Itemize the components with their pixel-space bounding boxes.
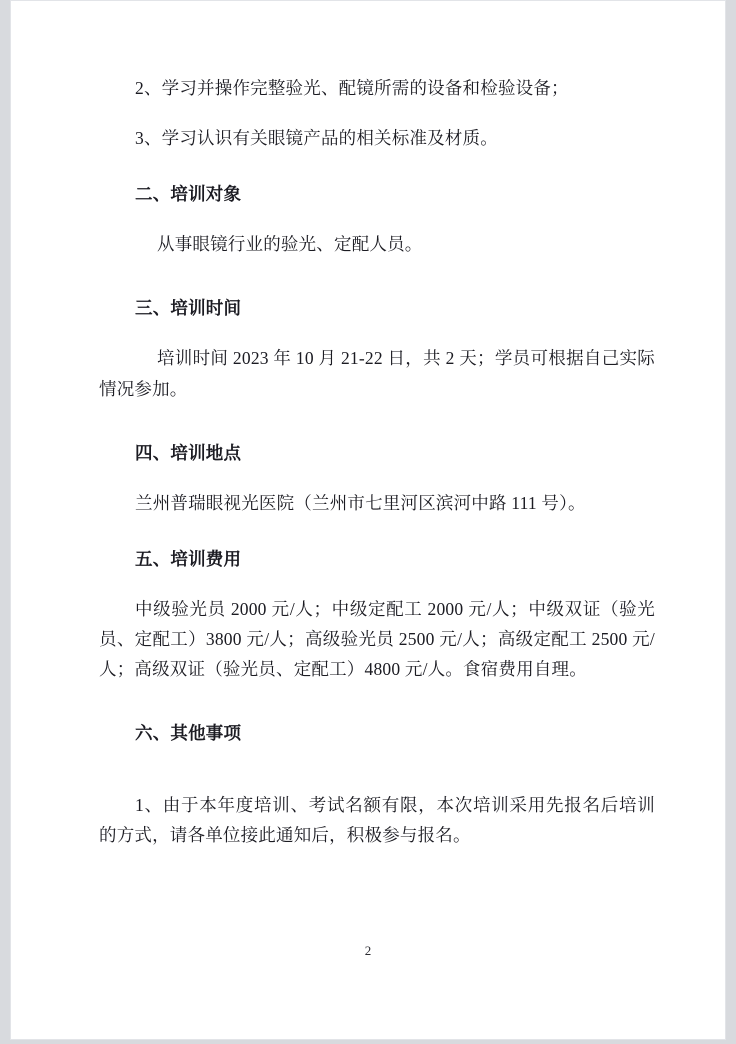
section-heading-2: 二、培训对象	[135, 184, 242, 205]
list-item: 3、学习认识有关眼镜产品的相关标准及材质。	[135, 128, 498, 149]
section-body-4: 兰州普瑞眼视光医院（兰州市七里河区滨河中路 111 号）。	[135, 492, 586, 513]
spacer	[99, 574, 655, 594]
section-heading-4: 四、培训地点	[135, 442, 242, 463]
section-heading-6: 六、其他事项	[135, 723, 242, 744]
document-page	[10, 0, 726, 1040]
section-body-6: 1、由于本年度培训、考试名额有限，本次培训采用先报名后培训的方式，请各单位接此通知后，积极参与报名。	[99, 795, 655, 846]
document-body	[99, 73, 655, 851]
spacer	[99, 209, 655, 229]
spacer	[99, 323, 655, 343]
spacer	[99, 518, 655, 544]
section-body-2: 从事眼镜行业的验光、定配人员。	[157, 234, 423, 255]
section-heading-3: 三、培训时间	[135, 298, 242, 319]
list-item: 2、学习并操作完整验光、配镜所需的设备和检验设备；	[135, 78, 569, 98]
spacer	[99, 153, 655, 179]
spacer	[99, 468, 655, 488]
spacer	[99, 103, 655, 123]
spacer	[99, 259, 655, 293]
page-number: 2	[364, 943, 372, 958]
section-body-3: 培训时间 2023 年 10 月 21-22 日，共 2 天；学员可根据自己实际情况参加。	[99, 348, 655, 399]
section-body-5: 中级验光员 2000 元/人；中级定配工 2000 元/人；中级双证（验光员、定配工）3800 元/人；高级验光员 2500 元/人；高级定配工 2500 元/人；高级双证（验光员、定配工）4800 元/人。食宿费用自理。	[99, 598, 655, 680]
section-heading-5: 五、培训费用	[135, 548, 242, 569]
spacer	[99, 404, 655, 438]
spacer	[99, 684, 655, 718]
spacer	[99, 748, 655, 790]
